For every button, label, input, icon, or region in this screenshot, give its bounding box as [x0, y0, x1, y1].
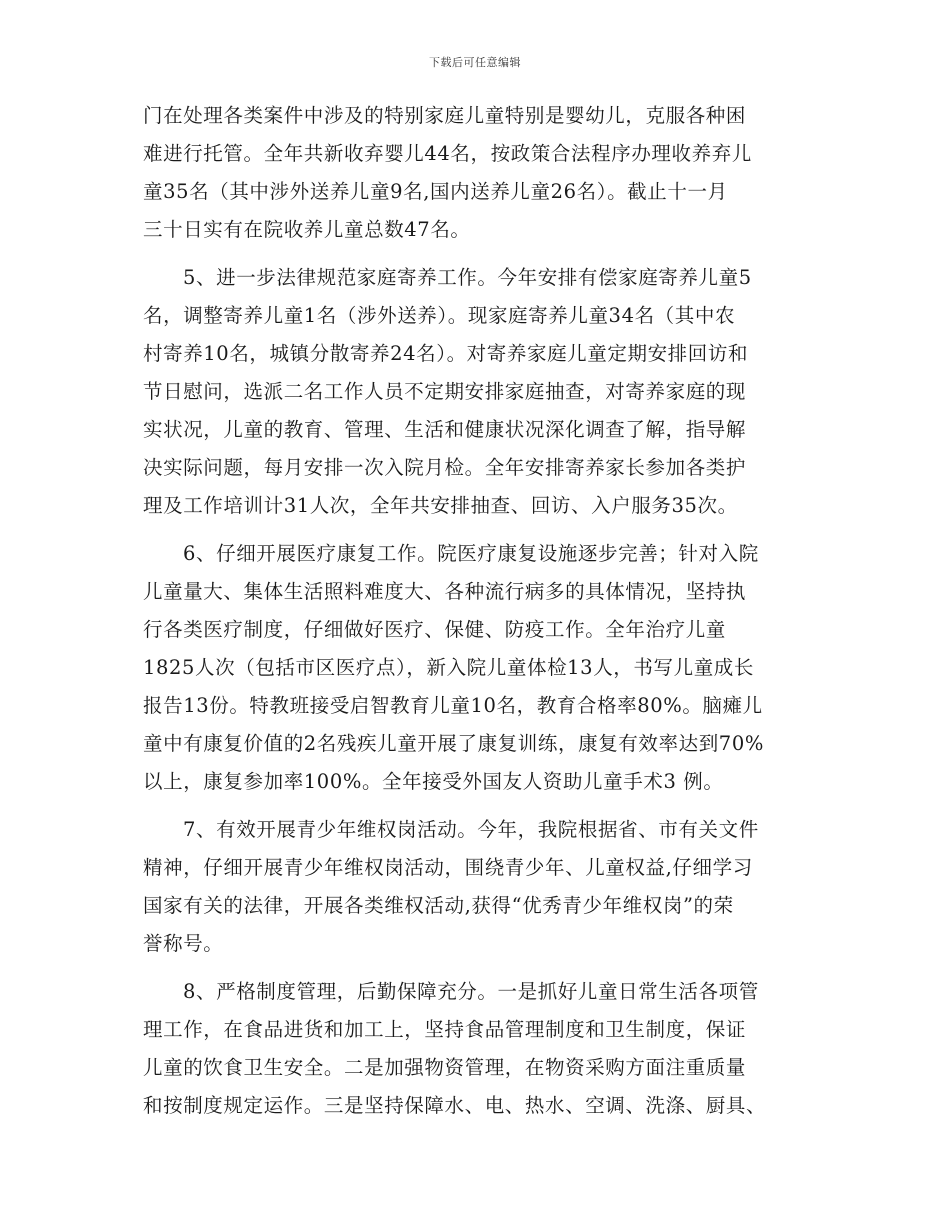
text-line: 决实际问题，每月安排一次入院月检。全年安排寄养家长参加各类护: [143, 456, 747, 479]
paragraph-logistics: [143, 973, 807, 1125]
text-line: 精神，仔细开展青少年维权岗活动，围绕青少年、儿童权益,仔细学习: [143, 856, 753, 879]
paragraph-foster-care: [143, 259, 807, 525]
text-line: 实状况，儿童的教育、管理、生活和健康状况深化调查了解，指导解: [143, 418, 747, 441]
text-line: 1825人次（包括市区医疗点），新入院儿童体检13人，书写儿童成长: [143, 656, 754, 679]
text-line: 门在处理各类案件中涉及的特别家庭儿童特别是婴幼儿，克服各种困: [143, 104, 747, 127]
text-line: 理工作，在食品进货和加工上，坚持食品管理制度和卫生制度，保证: [143, 1018, 747, 1041]
paragraph-continuation: [143, 97, 807, 249]
text-line: 难进行托管。全年共新收弃婴儿44名，按政策合法程序办理收养弃儿: [143, 142, 752, 165]
text-line: 报告13份。特教班接受启智教育儿童10名，教育合格率80%。脑瘫儿: [143, 694, 763, 717]
text-line: 理及工作培训计31人次，全年共安排抽查、回访、入户服务35次。: [143, 494, 738, 517]
text-line: 童中有康复价值的2名残疾儿童开展了康复训练，康复有效率达到70%: [143, 732, 764, 755]
text-line: 7、有效开展青少年维权岗活动。今年，我院根据省、市有关文件: [183, 818, 759, 841]
text-line: 童35名（其中涉外送养儿童9名,国内送养儿童26名）。截止十一月: [143, 180, 728, 203]
text-line: 节日慰问，选派二名工作人员不定期安排家庭抽查，对寄养家庭的现: [143, 380, 747, 403]
page-header-note: 下载后可任意编辑: [429, 56, 521, 69]
text-line: 6、仔细开展医疗康复工作。院医疗康复设施逐步完善；针对入院: [183, 542, 759, 565]
text-line: 誉称号。: [143, 932, 224, 955]
text-line: 8、严格制度管理，后勤保障充分。一是抓好儿童日常生活各项管: [183, 980, 759, 1003]
text-line: 5、进一步法律规范家庭寄养工作。今年安排有偿家庭寄养儿童5: [183, 266, 752, 289]
text-line: 行各类医疗制度，仔细做好医疗、保健、防疫工作。全年治疗儿童: [143, 618, 726, 641]
document-body: [143, 97, 807, 1135]
text-line: 和按制度规定运作。三是坚持保障水、电、热水、空调、洗涤、厨具、: [143, 1094, 767, 1117]
text-line: 以上，康复参加率100%。全年接受外国友人资助儿童手术3 例。: [143, 770, 724, 793]
text-line: 村寄养10名，城镇分散寄养24名）。对寄养家庭儿童定期安排回访和: [143, 342, 749, 365]
text-line: 三十日实有在院收养儿童总数47名。: [143, 218, 471, 241]
text-line: 名，调整寄养儿童1名（涉外送养）。现家庭寄养儿童34名（其中农: [143, 304, 736, 327]
paragraph-youth-rights: [143, 811, 807, 963]
text-line: 儿童的饮食卫生安全。二是加强物资管理，在物资采购方面注重质量: [143, 1056, 747, 1079]
text-line: 国家有关的法律，开展各类维权活动,获得“优秀青少年维权岗”的荣: [143, 894, 734, 917]
text-line: 儿童量大、集体生活照料难度大、各种流行病多的具体情况，坚持执: [143, 580, 747, 603]
paragraph-medical-rehab: [143, 535, 807, 801]
